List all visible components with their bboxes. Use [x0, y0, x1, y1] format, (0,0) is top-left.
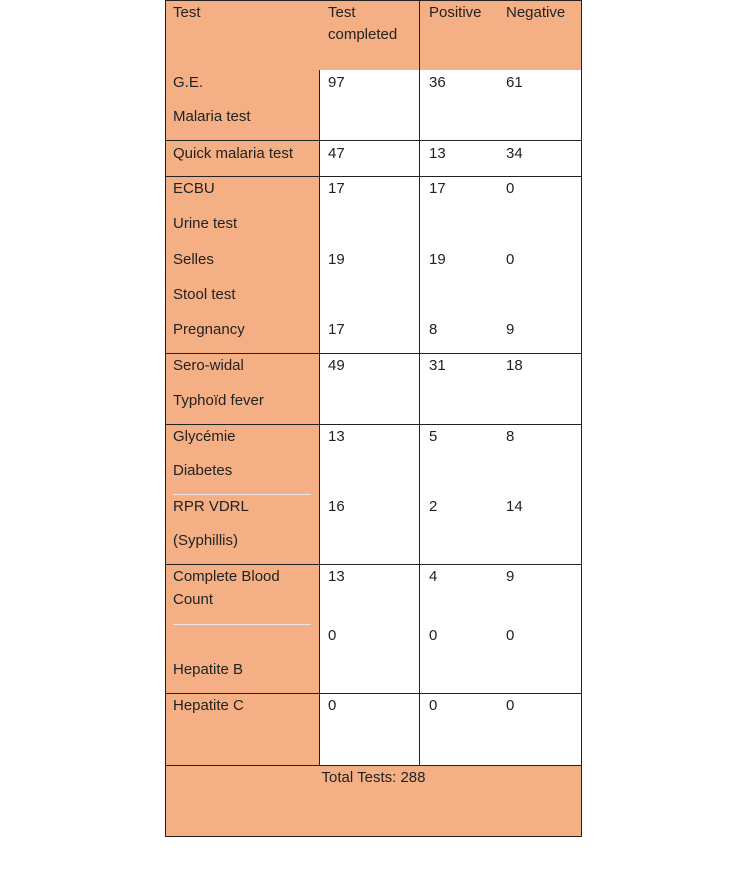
positive-value: 13 — [429, 145, 446, 162]
completed-value: 17 — [328, 321, 345, 338]
negative-value: 0 — [506, 251, 515, 268]
total-right-line — [581, 765, 582, 837]
total-row — [165, 765, 582, 836]
test-name: Complete Blood — [173, 568, 280, 585]
total-bottom-line — [165, 836, 582, 837]
header-negative: Negative — [506, 4, 566, 21]
completed-value: 0 — [328, 697, 337, 714]
test-name: ECBU — [173, 180, 215, 197]
negative-value: 0 — [506, 697, 515, 714]
negative-value: 0 — [506, 180, 515, 197]
positive-value: 4 — [429, 568, 438, 585]
total-tests: Total Tests: 288 — [321, 769, 426, 786]
row-line-6 — [165, 693, 582, 694]
header-positive: Positive — [429, 4, 482, 21]
test-name: Hepatite B — [173, 661, 244, 678]
test-name: Sero-widal — [173, 357, 244, 374]
negative-value: 61 — [506, 74, 523, 91]
positive-value: 2 — [429, 498, 438, 515]
completed-value: 16 — [328, 498, 345, 515]
completed-value: 13 — [328, 428, 345, 445]
col-divider-2 — [419, 0, 420, 765]
completed-value: 49 — [328, 357, 345, 374]
positive-value: 17 — [429, 180, 446, 197]
completed-value: 13 — [328, 568, 345, 585]
positive-value: 19 — [429, 251, 446, 268]
header-completed: Test completed — [328, 4, 398, 43]
left-border — [165, 0, 166, 837]
total-top-line — [165, 765, 582, 766]
test-name: RPR VDRL — [173, 498, 249, 515]
test-name: (Syphillis) — [173, 532, 239, 549]
completed-value: 97 — [328, 74, 345, 91]
values-area-bg — [319, 70, 582, 765]
lab-tests-table — [165, 0, 582, 837]
test-name: Urine test — [173, 215, 238, 232]
test-name: Hepatite C — [173, 697, 244, 714]
total-left-line — [165, 765, 166, 837]
negative-value: 0 — [506, 627, 515, 644]
col-divider-1 — [319, 70, 320, 765]
test-name: Malaria test — [173, 108, 251, 125]
test-name: Pregnancy — [173, 321, 245, 338]
positive-value: 8 — [429, 321, 438, 338]
completed-value: 19 — [328, 251, 345, 268]
test-name: Stool test — [173, 286, 236, 303]
positive-value: 31 — [429, 357, 446, 374]
negative-value: 34 — [506, 145, 523, 162]
row-line-1 — [165, 140, 582, 141]
row-line-3 — [165, 353, 582, 354]
completed-value: 17 — [328, 180, 345, 197]
negative-value: 14 — [506, 498, 523, 515]
positive-value: 5 — [429, 428, 438, 445]
test-name: G.E. — [173, 74, 204, 91]
test-name: Count — [173, 591, 214, 608]
negative-value: 9 — [506, 321, 515, 338]
test-name: Typhoïd fever — [173, 392, 264, 409]
test-name: Diabetes — [173, 462, 233, 479]
row-line-5 — [165, 564, 582, 565]
cell-separator — [173, 624, 311, 625]
negative-value: 9 — [506, 568, 515, 585]
positive-value: 0 — [429, 697, 438, 714]
negative-value: 8 — [506, 428, 515, 445]
row-line-4 — [165, 424, 582, 425]
col-divider-3 — [581, 0, 582, 765]
positive-value: 0 — [429, 627, 438, 644]
row-line-2 — [165, 176, 582, 177]
top-border — [165, 0, 582, 1]
cell-separator — [173, 494, 311, 495]
test-name: Quick malaria test — [173, 145, 294, 162]
test-name: Selles — [173, 251, 214, 268]
test-name: Glycémie — [173, 428, 236, 445]
header-test: Test — [173, 4, 201, 21]
completed-value: 47 — [328, 145, 345, 162]
negative-value: 18 — [506, 357, 523, 374]
completed-value: 0 — [328, 627, 337, 644]
positive-value: 36 — [429, 74, 446, 91]
